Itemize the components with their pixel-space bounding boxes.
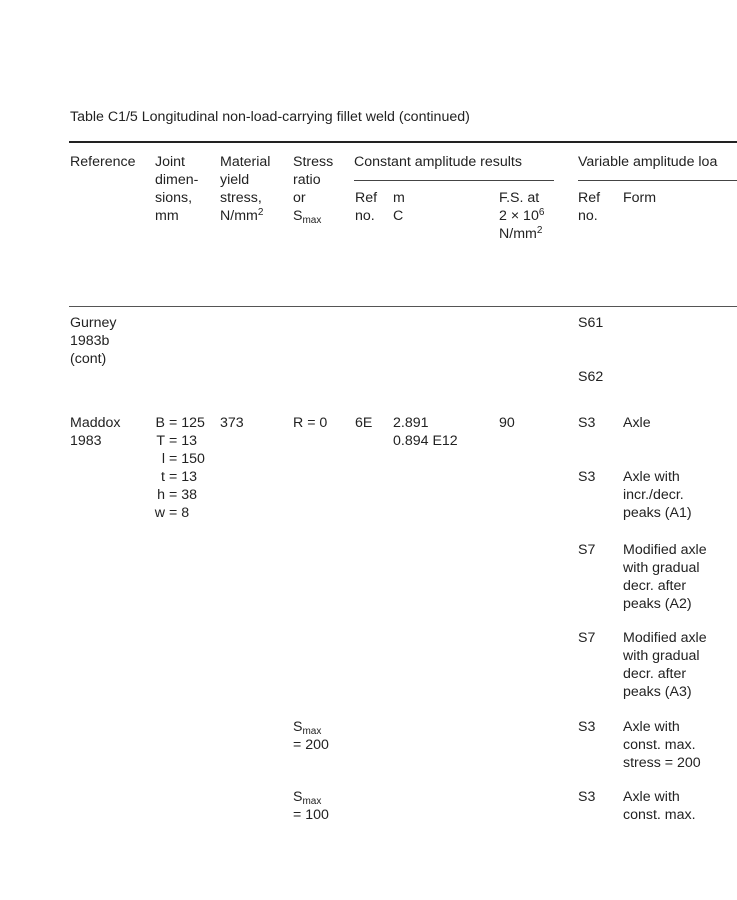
header-c: C bbox=[393, 208, 404, 224]
maddox-stress-ratio: R = 0 bbox=[293, 415, 328, 431]
header-material-4: $N/mm^2$ bbox=[220, 207, 264, 224]
joint-value-h: = 38 bbox=[169, 487, 198, 503]
var-ref-5: S3 bbox=[578, 719, 596, 735]
var-form-6-line-1: Axle with bbox=[623, 789, 680, 805]
header-joint-4: mm bbox=[155, 208, 179, 224]
joint-value-b: = 125 bbox=[169, 415, 205, 431]
header-material-1: Material bbox=[220, 154, 271, 170]
gurney-reference-3: (cont) bbox=[70, 351, 107, 367]
var-ref-2: S3 bbox=[578, 469, 596, 485]
maddox-c: 0.894 E12 bbox=[393, 433, 458, 449]
maddox-reference-2: 1983 bbox=[70, 433, 102, 449]
header-ref-no-1: Ref bbox=[355, 190, 378, 206]
var-ref-3: S7 bbox=[578, 542, 596, 558]
gurney-reference-2: 1983b bbox=[70, 333, 110, 349]
header-form: Form bbox=[623, 190, 657, 206]
var-form-5-line-1: Axle with bbox=[623, 719, 680, 735]
maddox-m: 2.891 bbox=[393, 415, 429, 431]
var-form-2-line-2: incr./decr. bbox=[623, 487, 684, 503]
header-stress-1: Stress bbox=[293, 154, 334, 170]
joint-value-w: = 8 bbox=[169, 505, 190, 521]
joint-value-l: = 150 bbox=[169, 451, 205, 467]
joint-label-l: l bbox=[161, 451, 165, 467]
var-form-4-line-1: Modified axle bbox=[623, 630, 707, 646]
joint-label-t-lower: t bbox=[161, 469, 165, 485]
joint-label-b: B bbox=[155, 415, 165, 431]
table-title: Table C1/5 Longitudinal non-load-carrying fillet weld (continued) bbox=[70, 109, 470, 125]
constant-group-rule bbox=[354, 180, 554, 181]
var-form-6-line-2: const. max. bbox=[623, 807, 696, 823]
var-form-5-line-2: const. max. bbox=[623, 737, 696, 753]
joint-value-t-upper: = 13 bbox=[169, 433, 198, 449]
gurney-var-ref-s62: S62 bbox=[578, 369, 604, 385]
header-joint-3: sions, bbox=[155, 190, 193, 206]
header-joint-1: Joint bbox=[155, 154, 185, 170]
joint-label-w: w bbox=[154, 505, 165, 521]
maddox-ref-no: 6E bbox=[355, 415, 373, 431]
maddox-reference-1: Maddox bbox=[70, 415, 121, 431]
smax-200-label: $S_{max}$ bbox=[293, 719, 322, 737]
var-form-3-line-2: with gradual bbox=[623, 560, 700, 576]
header-fs-3: $N/mm^2$ bbox=[499, 225, 543, 242]
header-stress-smax: $S_{max}$ bbox=[293, 208, 322, 226]
maddox-fs: 90 bbox=[499, 415, 515, 431]
header-reference: Reference bbox=[70, 154, 136, 170]
var-form-3-line-1: Modified axle bbox=[623, 542, 707, 558]
header-material-2: yield bbox=[220, 172, 250, 188]
header-var-ref-2: no. bbox=[578, 208, 598, 224]
gurney-reference-1: Gurney bbox=[70, 315, 117, 331]
var-form-1-line-1: Axle bbox=[623, 415, 651, 431]
header-fs-1: F.S. at bbox=[499, 190, 540, 206]
var-form-3-line-4: peaks (A2) bbox=[623, 596, 692, 612]
header-joint-2: dimen- bbox=[155, 172, 199, 188]
joint-value-t-lower: = 13 bbox=[169, 469, 198, 485]
smax-200-value: = 200 bbox=[293, 737, 329, 753]
header-constant-group: Constant amplitude results bbox=[354, 154, 522, 170]
var-form-2-line-3: peaks (A1) bbox=[623, 505, 692, 521]
header-body-rule bbox=[69, 306, 737, 307]
variable-group-rule bbox=[578, 180, 737, 181]
header-variable-group: Variable amplitude loa bbox=[578, 154, 718, 170]
joint-label-t-upper: T bbox=[156, 433, 165, 449]
gurney-var-ref-s61: S61 bbox=[578, 315, 604, 331]
var-form-4-line-2: with gradual bbox=[623, 648, 700, 664]
header-stress-3: or bbox=[293, 190, 306, 206]
header-ref-no-2: no. bbox=[355, 208, 375, 224]
var-form-5-line-3: stress = 200 bbox=[623, 755, 701, 771]
var-form-2-line-1: Axle with bbox=[623, 469, 680, 485]
maddox-material: 373 bbox=[220, 415, 244, 431]
joint-label-h: h bbox=[157, 487, 165, 503]
var-ref-1: S3 bbox=[578, 415, 596, 431]
var-ref-4: S7 bbox=[578, 630, 596, 646]
header-material-3: stress, bbox=[220, 190, 262, 206]
table-top-rule bbox=[69, 141, 737, 143]
header-m: m bbox=[393, 190, 405, 206]
header-stress-2: ratio bbox=[293, 172, 321, 188]
smax-100-value: = 100 bbox=[293, 807, 329, 823]
header-var-ref-1: Ref bbox=[578, 190, 601, 206]
header-fs-2: $2 \times 10^6$ bbox=[499, 207, 545, 224]
smax-100-label: $S_{max}$ bbox=[293, 789, 322, 807]
var-ref-6: S3 bbox=[578, 789, 596, 805]
var-form-4-line-4: peaks (A3) bbox=[623, 684, 692, 700]
var-form-3-line-3: decr. after bbox=[623, 578, 687, 594]
var-form-4-line-3: decr. after bbox=[623, 666, 687, 682]
